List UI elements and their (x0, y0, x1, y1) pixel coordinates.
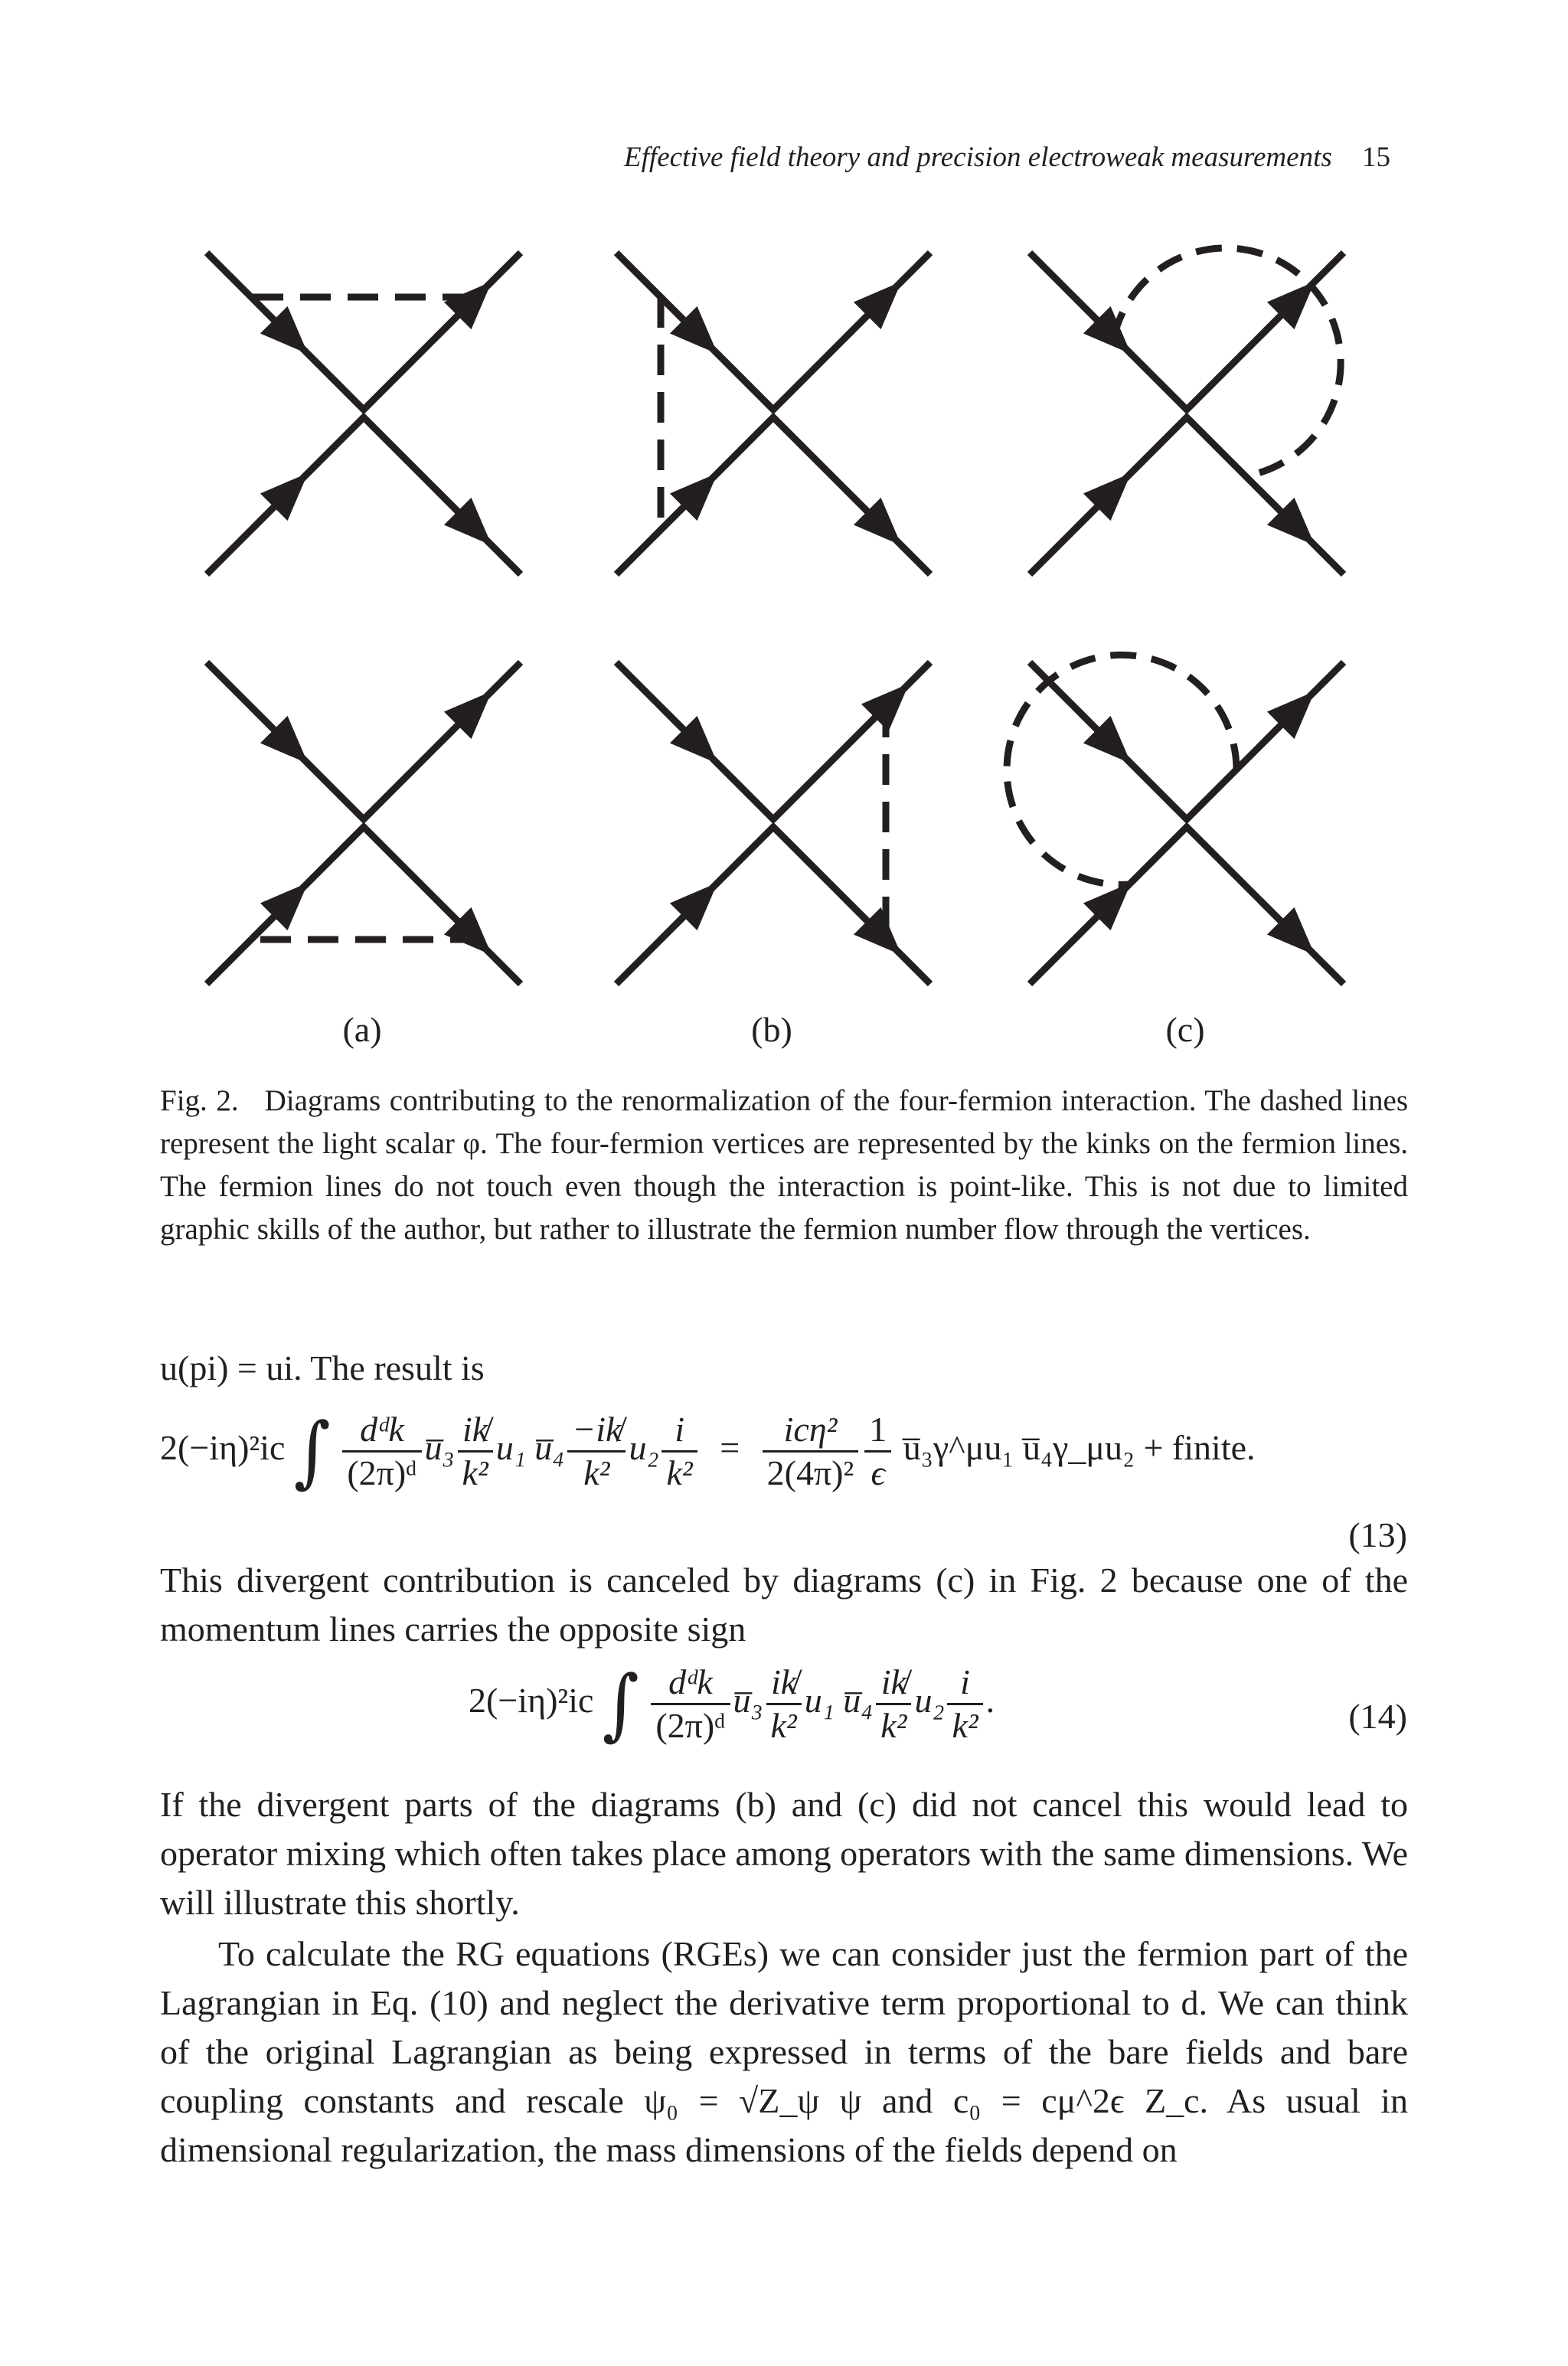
equation-14: 2(−iη)²ic ∫ $\frac{\text{dᵈk}}{\text{(2π)ᵈ}}$ u̅₃ $\frac{ik̸}{\text{k²}}$ u₁ u̅₄ $\frac{ik̸}{\text{k²}}$ u₂ $\frac{i}{\text{k²}}$ . (469, 1658, 995, 1750)
eq13-frac-5: $\frac{\text{icη²}}{\text{2(4π)²}}$ (763, 1409, 859, 1494)
eq13-frac-6: $\frac{1}{\epsilon}$ (864, 1409, 891, 1494)
feynman-diagrams-figure (184, 222, 1409, 1080)
eq13-frac-4: $\frac{i}{\text{k²}}$ (662, 1409, 697, 1494)
eq13-frac-2: $\frac{ik̸}{\text{k²}}$ (458, 1409, 493, 1494)
diagram-a-bottom (207, 662, 521, 984)
equation-number-14: (14) (1348, 1697, 1407, 1736)
integral-sign: ∫ (602, 1658, 639, 1750)
sublabel-b: (b) (751, 1010, 792, 1049)
eq13-rhs: u̅₃γ^μu₁ u̅₄γ_μu₂ + finite. (903, 1428, 1256, 1468)
paragraph-3: To calculate the RG equations (RGEs) we can consider just the fermion part of the Lagrangian in Eq. (10) and neglect the derivative term proportional to d. We can think of the original Lagrangian as being expressed in terms of the bare fields and bare coupling constants and rescale ψ₀ = √Z_ψ ψ and c₀ = cμ^2ϵ Z_c. As usual in dimensional regularization, the mass dimensions of the fields depend on (160, 1934, 1408, 2169)
integral-sign: ∫ (293, 1406, 331, 1497)
equation-13: 2(−iη)²ic ∫ $\frac{\text{dᵈk}}{\text{(2π)ᵈ}}$ u̅₃ $\frac{ik̸}{\text{k²}}$ u₁ u̅₄ $\frac{-ik̸}{\text{k²}}$ u₂ $\frac{i}{\text{k²}}$ = $\frac{\text{icη²}}{\text{2(4π)²}}$ $\frac{1}{\epsilon}$ u̅₃γ^μu₁ u̅₄γ_μu₂ + finite. (160, 1406, 1256, 1497)
eq13-prefix: 2(−iη)²ic (160, 1428, 286, 1468)
diagram-a-top (207, 253, 521, 574)
paragraph-2: If the divergent parts of the diagrams (b) and (c) did not cancel this would lead to operator mixing which often takes place among operators with the same dimensions. We will illustrate this shortly. (160, 1785, 1408, 1922)
caption-label: Fig. 2. (160, 1084, 239, 1117)
body-line-1: u(pi) = ui. The result is (160, 1348, 485, 1387)
diagram-c-bottom (1007, 655, 1344, 984)
sublabel-a: (a) (342, 1010, 382, 1049)
running-title: Effective field theory and precision electroweak measurements (624, 142, 1332, 173)
paragraph-1: This divergent contribution is canceled by diagrams (c) in Fig. 2 because one of the momentum lines carries the opposite sign (160, 1560, 1408, 1649)
sublabel-c: (c) (1165, 1010, 1205, 1049)
eq13-frac-1: $\frac{\text{dᵈk}}{\text{(2π)ᵈ}}$ (342, 1409, 421, 1494)
eq13-frac-3: $\frac{-ik̸}{\text{k²}}$ (567, 1409, 626, 1494)
page-number: 15 (1362, 142, 1390, 173)
running-header (624, 141, 1390, 174)
diagram-b-top (616, 253, 930, 574)
diagram-c-top (1030, 248, 1344, 574)
equation-number-13: (13) (1348, 1515, 1407, 1554)
caption-text: Diagrams contributing to the renormalization of the four-fermion interaction. The dashed lines represent the light scalar φ. The four-fermion vertices are represented by the kinks on the fermion lines. The fermion lines do not touch even though the interaction is point-like. This is not due to limited graphic skills of the author, but rather to illustrate the fermion number flow through the vertices. (160, 1084, 1409, 1246)
diagram-b-bottom (616, 662, 930, 984)
figure-caption (160, 1080, 1408, 1251)
